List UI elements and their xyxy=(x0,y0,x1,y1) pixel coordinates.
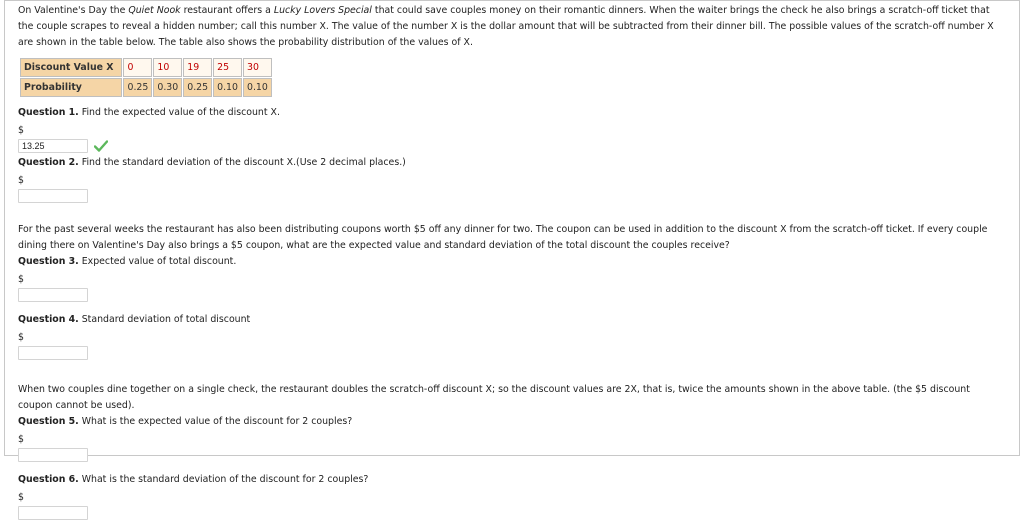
answer-input-q4[interactable] xyxy=(18,346,88,360)
answer-input-q5[interactable] xyxy=(18,448,88,462)
intro-text: restaurant offers a xyxy=(180,5,274,16)
question-content xyxy=(18,3,1003,520)
answer-input-q2[interactable] xyxy=(18,189,88,203)
checkmark-icon xyxy=(94,140,108,152)
question-text: Expected value of total discount. xyxy=(78,256,237,267)
question-label: Question 4. xyxy=(18,314,79,325)
answer-input-q1[interactable] xyxy=(18,139,88,153)
currency-symbol: $ xyxy=(18,492,24,503)
question-label: Question 3. xyxy=(18,256,79,267)
table-cell-value: 30 xyxy=(243,58,272,77)
table-cell-probability: 0.10 xyxy=(213,78,242,97)
question-label: Question 5. xyxy=(18,416,79,427)
currency-symbol: $ xyxy=(18,434,24,445)
table-cell-probability: 0.25 xyxy=(183,78,212,97)
question-3 xyxy=(18,254,1003,270)
question-label: Question 1. xyxy=(18,107,79,118)
table-row-values xyxy=(20,58,272,77)
question-1 xyxy=(18,105,1003,121)
question-text: Find the expected value of the discount X. xyxy=(78,107,280,118)
currency-symbol: $ xyxy=(18,274,24,285)
restaurant-name: Quiet Nook xyxy=(128,5,181,16)
table-cell-value: 10 xyxy=(153,58,182,77)
intro-text: On Valentine's Day the xyxy=(18,5,129,16)
answer-row-1 xyxy=(18,139,1003,155)
coupon-paragraph: For the past several weeks the restaurant has also been distributing coupons worth $5 off any dinner for two. The coupon can be used in addition to the discount X from the scratch-off ticket. If every couple dining there on Valentine's Day also brings a $5 coupon, what are the expected value and standard deviation of the total discount the couples receive? xyxy=(18,224,988,251)
currency-symbol: $ xyxy=(18,332,24,343)
intro-paragraph xyxy=(18,3,1003,51)
question-text: Standard deviation of total discount xyxy=(78,314,251,325)
question-frame xyxy=(4,0,1020,503)
question-6 xyxy=(18,472,1003,488)
question-label: Question 6. xyxy=(18,474,79,485)
question-2 xyxy=(18,155,1003,171)
table-cell-probability: 0.25 xyxy=(123,78,152,97)
answer-input-q6[interactable] xyxy=(18,506,88,520)
table-row-probability xyxy=(20,78,272,97)
currency-symbol: $ xyxy=(18,175,24,186)
question-label: Question 2. xyxy=(18,157,79,168)
row-header-discount: Discount Value X xyxy=(20,58,122,77)
table-cell-probability: 0.30 xyxy=(153,78,182,97)
answer-input-q3[interactable] xyxy=(18,288,88,302)
table-cell-value: 0 xyxy=(123,58,152,77)
special-name: Lucky Lovers Special xyxy=(273,5,372,16)
question-text: Find the standard deviation of the discount X.(Use 2 decimal places.) xyxy=(78,157,406,168)
two-couples-paragraph: When two couples dine together on a single check, the restaurant doubles the scratch-off discount X; so the discount values are 2X, that is, twice the amounts shown in the above table. (the $5 discount coupon cannot be used). xyxy=(18,384,970,411)
question-text: What is the expected value of the discount for 2 couples? xyxy=(78,416,353,427)
question-text: What is the standard deviation of the discount for 2 couples? xyxy=(78,474,369,485)
table-cell-value: 25 xyxy=(213,58,242,77)
row-header-probability: Probability xyxy=(20,78,122,97)
table-cell-probability: 0.10 xyxy=(243,78,272,97)
table-cell-value: 19 xyxy=(183,58,212,77)
currency-symbol: $ xyxy=(18,125,24,136)
question-4 xyxy=(18,312,1003,328)
intro-text: that could save couples money on their romantic dinners. When the waiter brings the check he also brings a scratch-off ticket that the couple scrapes to reveal a hidden number; call this number X. The value of the number X is the dollar amount that will be subtracted from their dinner bill. The possible values of the scratch-off number X are shown in the table below. The table also shows the probability distribution of the values of X. xyxy=(18,5,994,48)
question-5 xyxy=(18,414,1003,430)
distribution-table xyxy=(19,57,273,98)
